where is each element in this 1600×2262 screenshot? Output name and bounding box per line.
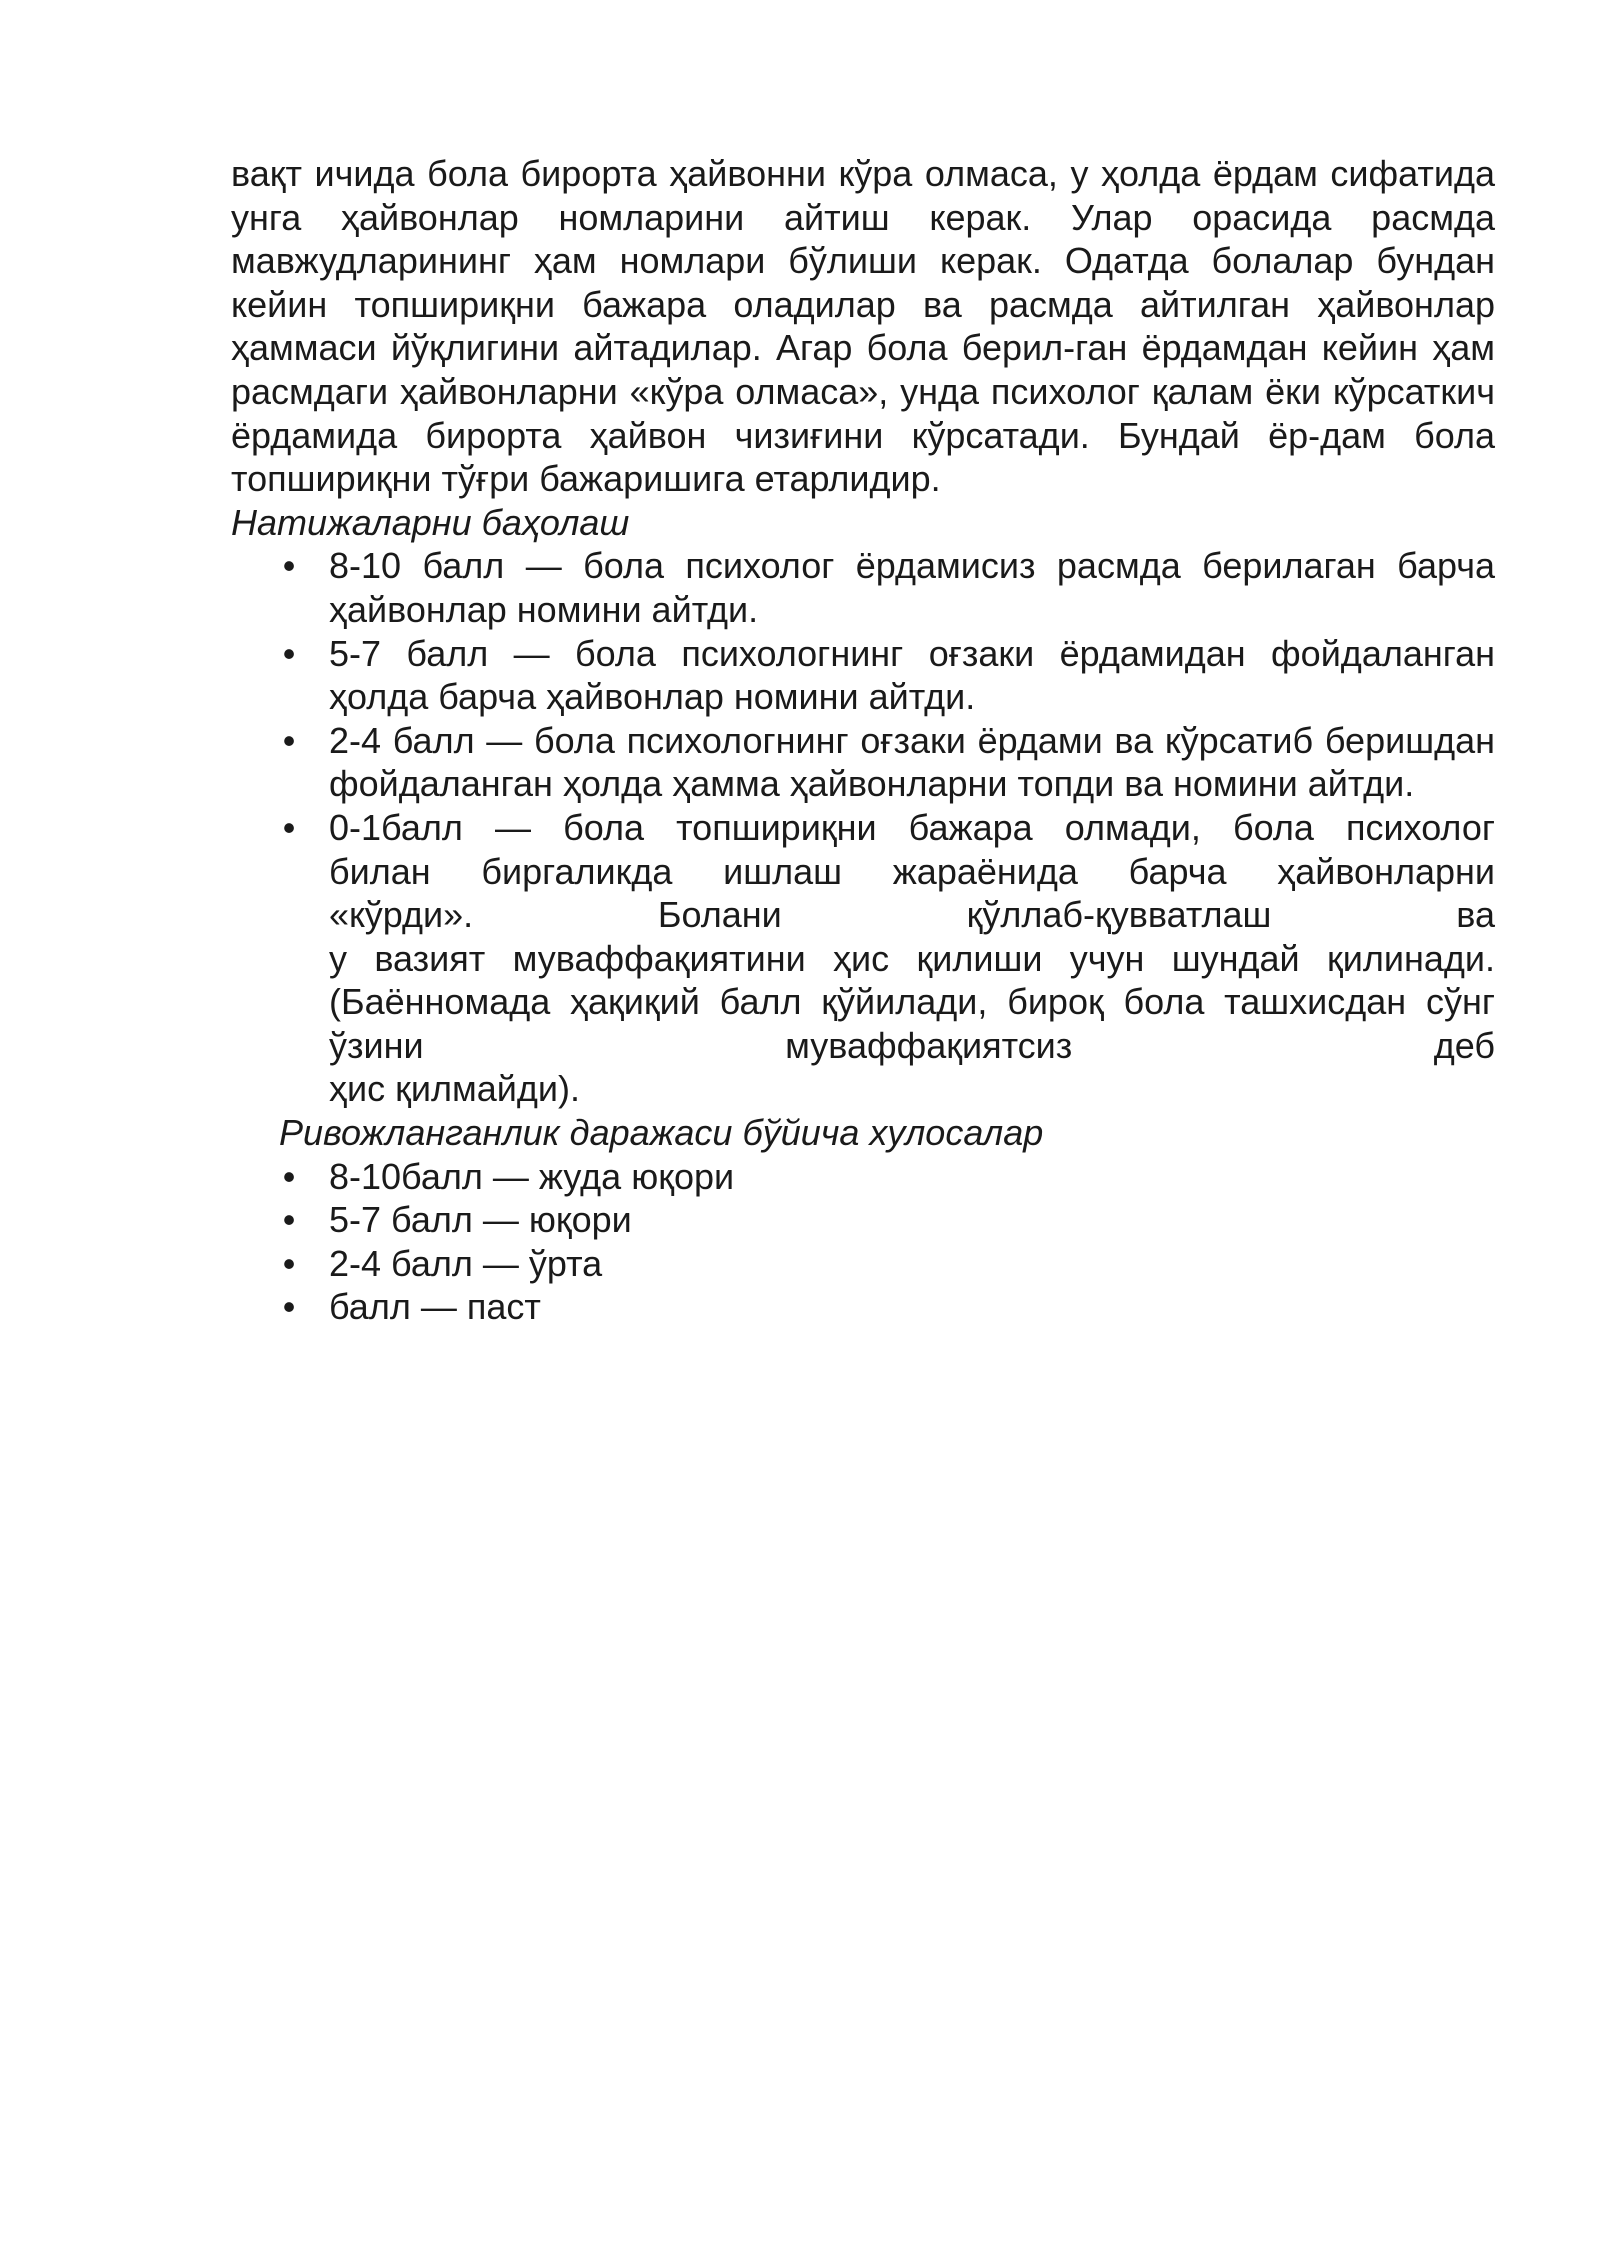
result-item-text: 8-10 балл — бола психолог ёрдамисиз расмда берилаган барча ҳайвонлар номини айтди. [329,545,1495,630]
list-item [282,1285,1495,1329]
list-item [282,632,1495,719]
conclusion-item-text: балл — паст [329,1286,541,1328]
result-item-line: (Баённомада ҳақиқий балл қўйилади, бироқ бола ташхисдан сўнг [329,981,1495,1023]
bullet-icon: • [282,719,296,761]
result-item-line: билан биргаликда ишлаш жараёнида барча ҳайвонларни [329,850,1495,892]
result-item-line: ҳис қилмайди). [329,1068,580,1110]
result-item-line: «кўрди». Болани қўллаб-қувватлаш ва [329,894,1495,936]
bullet-icon: • [282,1286,296,1328]
bullet-icon: • [282,632,296,674]
list-item [282,544,1495,631]
result-item-line: ўзини муваффақиятсиз деб [329,1024,1495,1066]
result-item-line: у вазият муваффақиятини ҳис қилиши учун шундай қилинади. [329,937,1495,979]
result-item-line: 0-1балл — бола топшириқни бажара олмади, бола психолог [329,806,1495,848]
bullet-icon: • [282,545,296,587]
bullet-icon: • [282,1155,296,1197]
conclusion-item-text: 5-7 балл — юқори [329,1199,632,1241]
conclusion-item-text: 2-4 балл — ўрта [329,1242,603,1284]
document-body [231,152,1495,1329]
result-item-text: 2-4 балл — бола психологнинг оғзаки ёрдами ва кўрсатиб беришдан фойдаланган ҳолда ҳамма ҳайвонларни топди ва номини айтди. [329,719,1495,805]
bullet-icon: • [282,1242,296,1284]
list-item [282,1155,1495,1199]
result-item-text: 5-7 балл — бола психологнинг оғзаки ёрдамидан фойдаланган ҳолда барча ҳайвонлар номини айтди. [329,632,1495,718]
list-item [282,1198,1495,1242]
conclusions-list [231,1155,1495,1329]
bullet-icon: • [282,806,296,848]
list-item [282,1242,1495,1286]
list-item [282,719,1495,806]
conclusion-item-text: 8-10балл — жуда юқори [329,1155,735,1197]
intro-paragraph: вақт ичида бола бирорта ҳайвонни кўра олмаса, у ҳолда ёрдам сифатида унга ҳайвонлар номларини айтиш керак. Улар орасида расмда мавжудларининг ҳам номлари бўлиши керак. Одатда болалар бундан кейин топшириқни бажара оладилар ва расмда айтилган ҳайвонлар ҳаммаси йўқлигини айтадилар. Агар бола берил-ган ёрдамдан кейин ҳам расмдаги ҳайвонларни «кўра олмаса», унда психолог қалам ёки кўрсаткич ёрдамида бирорта ҳайвон чизиғини кўрсатади. Бундай ёр-дам бола топшириқни тўғри бажаришига етарлидир. [231,153,1495,500]
results-list [231,544,1495,1111]
results-heading: Натижаларни баҳолаш [231,501,630,543]
bullet-icon: • [282,1199,296,1241]
conclusions-heading: Ривожланганлик даражаси бўйича хулосалар [279,1112,1044,1154]
list-item [282,806,1495,1111]
